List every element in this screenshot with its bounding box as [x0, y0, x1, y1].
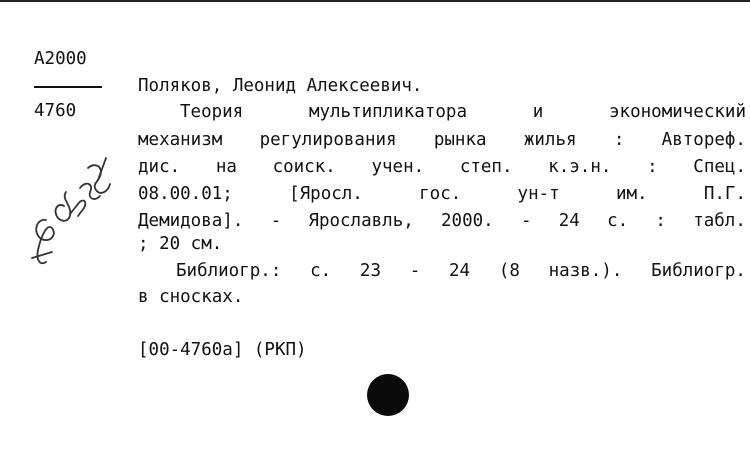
word: учен.: [371, 157, 425, 177]
word: к.э.н.: [548, 157, 612, 177]
word: с.: [607, 211, 629, 231]
word: назв.).: [548, 261, 623, 281]
word: (8: [498, 261, 520, 281]
word: им.: [615, 184, 648, 204]
word: 23: [359, 261, 381, 281]
title-line-6: ; 20 см.: [138, 234, 223, 254]
word: механизм: [138, 130, 223, 150]
word: -: [409, 261, 421, 281]
word: степ.: [459, 157, 513, 177]
word: 24: [449, 261, 471, 281]
word: :: [613, 130, 625, 150]
author-heading: Поляков, Леонид Алексеевич.: [138, 76, 423, 96]
shelfmark-top: A2000: [34, 49, 87, 69]
word: П.Г.: [703, 184, 746, 204]
word: :: [655, 211, 666, 231]
word: Библиогр.:: [176, 261, 282, 281]
word: Ярославль,: [308, 211, 414, 231]
title-line-5: [138, 213, 746, 231]
word: 24: [558, 211, 580, 231]
title-line-3: [138, 159, 746, 177]
shelfmark-bottom: 4760: [34, 101, 77, 121]
punch-hole: [367, 374, 409, 416]
shelfmark-divider: [34, 86, 102, 88]
word: 08.00.01;: [138, 184, 233, 204]
word: ун-т: [517, 184, 560, 204]
call-number: [00-4760а] (РКП): [138, 340, 307, 360]
word: гос.: [419, 184, 462, 204]
word: дис.: [138, 157, 181, 177]
word: -: [520, 211, 532, 231]
bibliography-line-2: в сносках.: [138, 287, 244, 307]
word: соиск.: [272, 157, 336, 177]
word: 2000.: [441, 211, 494, 231]
word: жилья: [523, 130, 577, 150]
word: рынка: [433, 130, 487, 150]
word: Библиогр.: [651, 261, 746, 281]
word: Теория: [180, 102, 244, 122]
bibliography-line-1: [176, 263, 746, 281]
word: Демидова].: [138, 211, 244, 231]
word: Автореф.: [661, 130, 746, 150]
word: :: [647, 157, 658, 177]
word: [Яросл.: [289, 184, 363, 204]
title-line-2: [138, 132, 746, 150]
title-line-4: [138, 186, 746, 204]
word: и: [532, 102, 544, 122]
word: мультипликатора: [308, 102, 467, 122]
handwritten-annotation: [18, 140, 118, 280]
word: регулирования: [259, 130, 397, 150]
word: на: [215, 157, 237, 177]
word: табл.: [693, 211, 746, 231]
word: Спец.: [693, 157, 746, 177]
word: -: [270, 211, 282, 231]
word: экономический: [609, 102, 746, 122]
title-line-1: [180, 104, 746, 122]
card-top-edge: [0, 0, 750, 2]
word: с.: [310, 261, 332, 281]
